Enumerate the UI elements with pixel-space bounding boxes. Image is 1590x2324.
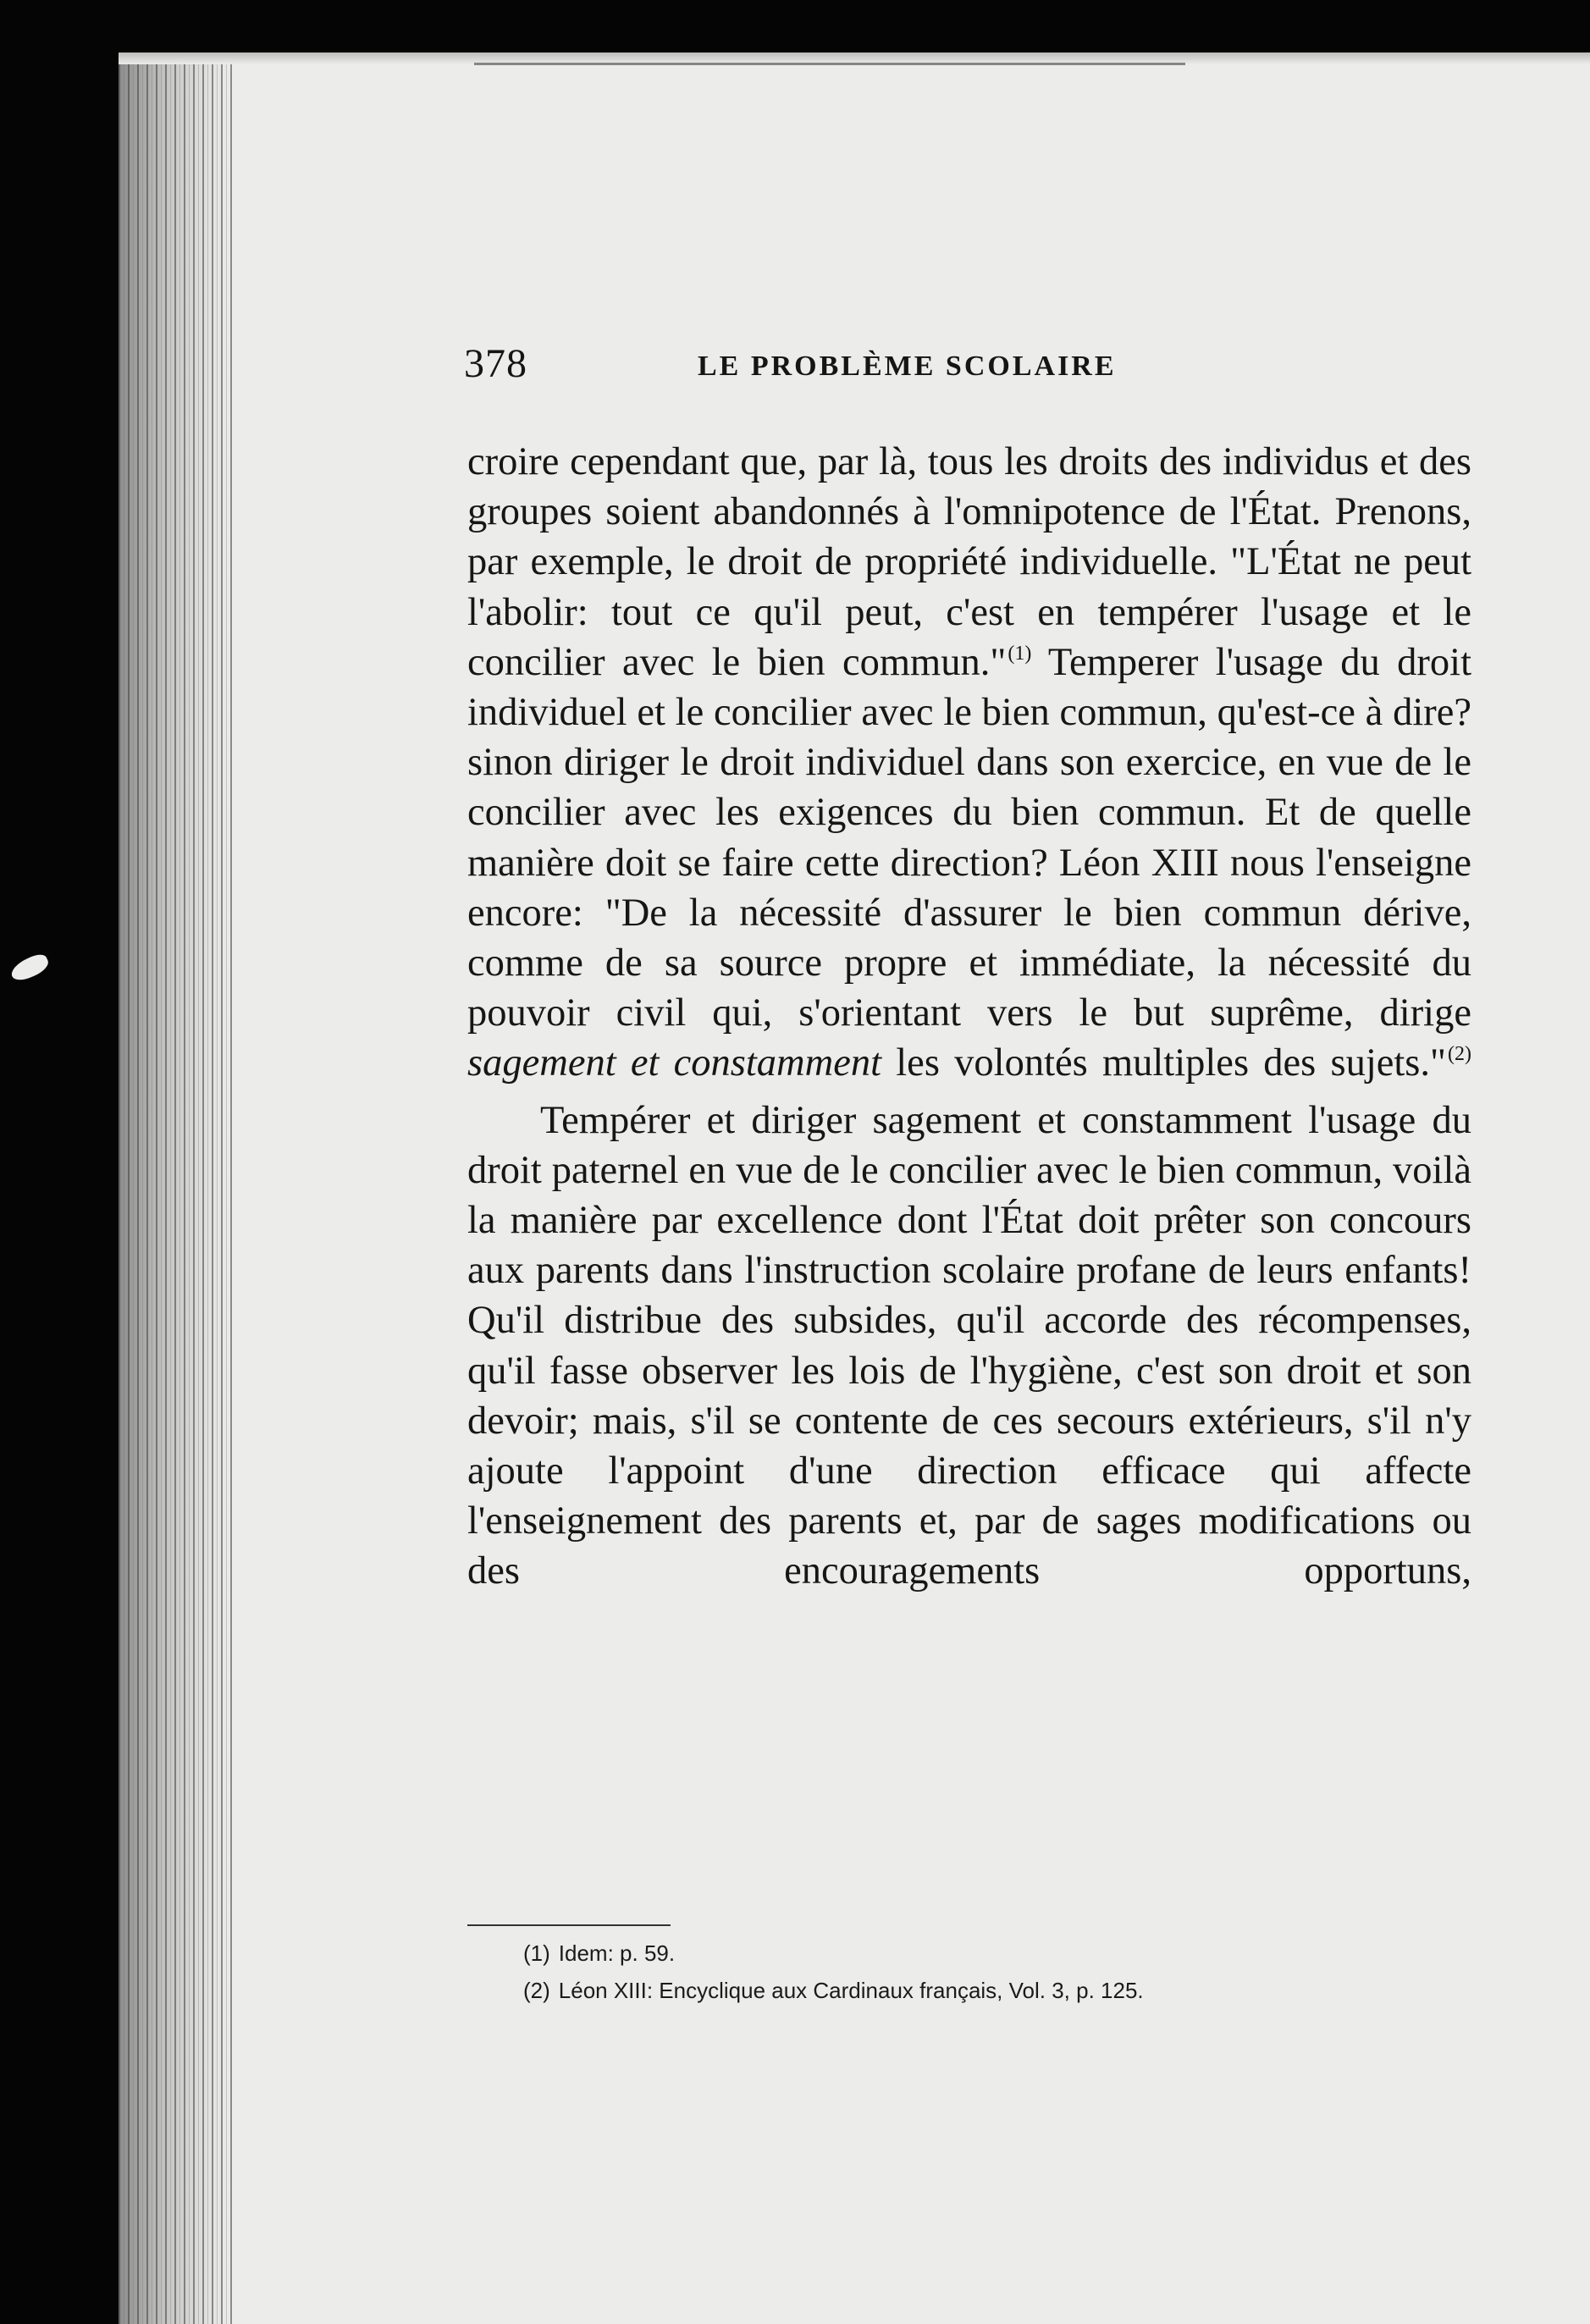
book-page-edges <box>119 52 233 2324</box>
footnote-number: (2) <box>523 1978 550 2003</box>
top-edge-shadow-line <box>474 63 1185 65</box>
text-run: Temperer l'usage du droit individuel et le concilier avec le bien commun, qu'est-ce à dire? sinon diriger le droit individuel dans son exercice, en vue de le concilier avec les exigences du bien commun. Et de quelle manière doit se faire cette direction? Léon XIII nous l'enseigne encore: "De la nécessité d'assurer le bien commun dérive, comme de sa source propre et immédiate, la nécessité du pouvoir civil qui, s'orientant vers le but suprême, dirige <box>467 640 1471 1035</box>
text-run: croire cependant que, par là, tous les droits des individus et des groupes soient abandonnés à l'omnipotence de l'État. Prenons, par exemple, le droit de propriété individuelle. "L'État ne peut l'abolir: tout ce qu'il peut, c'est en tempérer l'usage et le concilier avec le bien commun." <box>467 440 1471 684</box>
text-run: les volontés multiples des sujets." <box>881 1041 1447 1085</box>
running-head <box>464 340 1471 400</box>
paragraph: Tempérer et diriger sagement et constamment l'usage du droit paternel en vue de le concilier avec le bien commun, voilà la manière par excellence dont l'État doit prêter son concours aux parents dans l'instruction scolaire profane de leurs enfants! Qu'il distribue des subsides, qu'il accorde des récompenses, qu'il fasse observer les lois de l'hygiène, c'est son droit et son devoir; mais, s'il se contente de ces secours extérieurs, s'il n'y ajoute l'appoint d'une direction efficace qui affecte l'enseignement des parents et, par de sages modifications ou des encouragements opportuns, <box>467 1098 1471 1593</box>
body-text <box>467 437 1471 1597</box>
running-title: LE PROBLÈME SCOLAIRE <box>698 351 1117 382</box>
paragraph <box>467 437 1471 1089</box>
scan-speck <box>8 952 52 985</box>
page-number: 378 <box>464 341 527 386</box>
footnote-reference[interactable]: (2) <box>1448 1043 1471 1066</box>
footnote <box>523 1935 1471 1972</box>
footnote <box>523 1972 1471 2009</box>
footnote-text: Léon XIII: Encyclique aux Cardinaux français, Vol. 3, p. 125. <box>558 1978 1144 2003</box>
footnote-reference[interactable]: (1) <box>1008 642 1032 665</box>
italic-emphasis: sagement et constamment <box>467 1041 882 1085</box>
footnote-text: Idem: p. 59. <box>558 1940 676 1966</box>
footnotes <box>523 1935 1471 2009</box>
footnote-number: (1) <box>523 1940 550 1966</box>
footnote-divider <box>467 1924 671 1926</box>
